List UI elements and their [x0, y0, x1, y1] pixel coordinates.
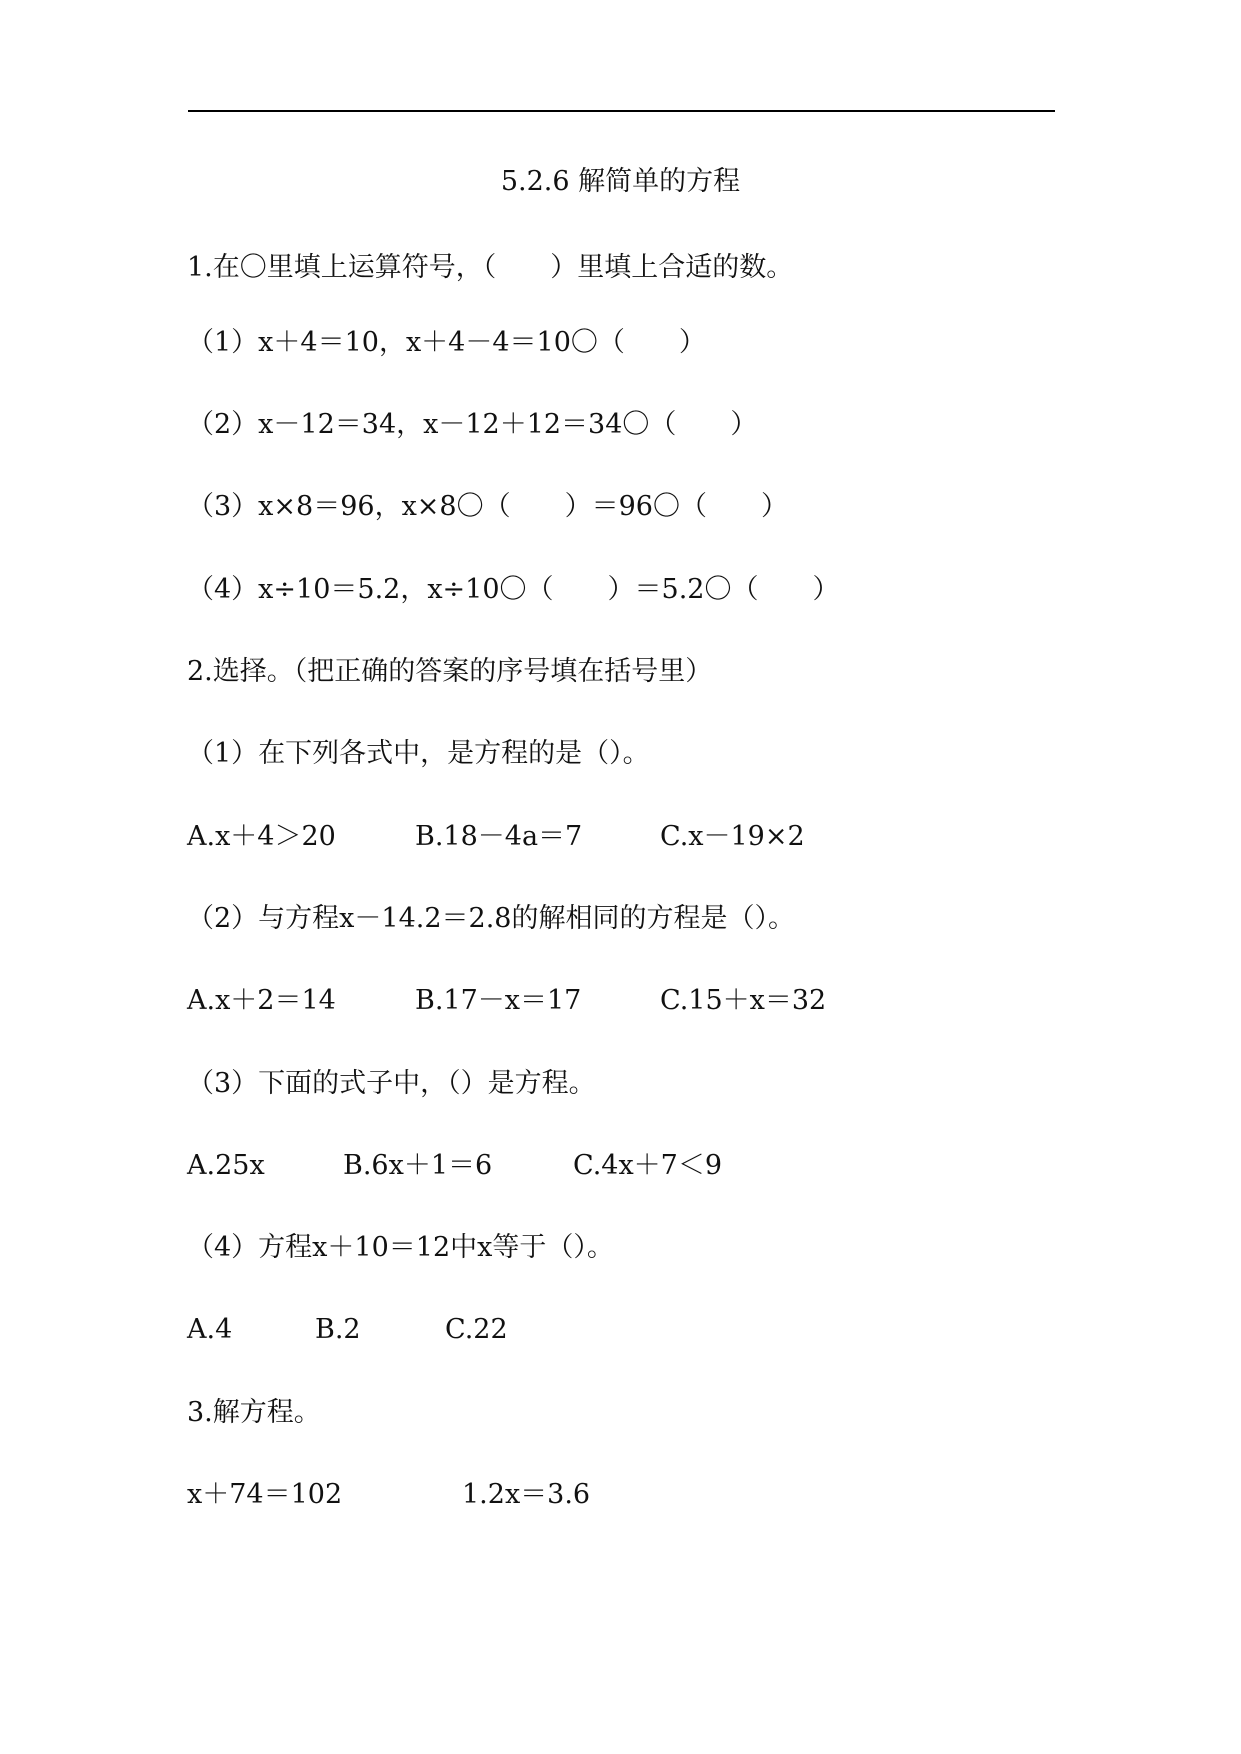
choice-1-option-a: A.x＋4＞20	[187, 821, 336, 852]
fill-item-4: （4）x÷10＝5.2，x÷10〇（ ）＝5.2〇（ ）	[187, 574, 840, 605]
choice-question-3: （3）下面的式子中，（）是方程。	[187, 1068, 596, 1099]
equation-1: x＋74＝102	[187, 1479, 343, 1510]
choice-1-option-b: B.18－4a＝7	[415, 821, 583, 852]
choice-2-option-b: B.17－x＝17	[415, 985, 582, 1016]
fill-item-1: （1）x＋4＝10，x＋4－4＝10〇（ ）	[187, 327, 706, 358]
choice-1-option-c: C.x－19×2	[660, 821, 805, 852]
equation-2: 1.2x＝3.6	[462, 1479, 591, 1510]
worksheet-title: 5.2.6 解简单的方程	[500, 166, 741, 197]
choice-3-option-a: A.25x	[187, 1150, 265, 1181]
fill-item-2: （2）x－12＝34，x－12＋12＝34〇（ ）	[187, 409, 758, 440]
header-rule	[188, 110, 1055, 112]
choice-question-2: （2）与方程x－14.2＝2.8的解相同的方程是（）。	[187, 903, 795, 934]
section-1-heading: 1.在〇里填上运算符号，（ ）里填上合适的数。	[187, 252, 794, 283]
choice-question-1: （1）在下列各式中，是方程的是（）。	[187, 738, 650, 769]
choice-2-option-a: A.x＋2＝14	[187, 985, 336, 1016]
choice-2-option-c: C.15＋x＝32	[660, 985, 827, 1016]
choice-3-option-c: C.4x＋7＜9	[573, 1150, 723, 1181]
choice-3-option-b: B.6x＋1＝6	[343, 1150, 493, 1181]
fill-item-3: （3）x×8＝96，x×8〇（ ）＝96〇（ ）	[187, 491, 788, 522]
choice-question-4: （4）方程x＋10＝12中x等于（）。	[187, 1232, 614, 1263]
choice-4-option-c: C.22	[445, 1314, 508, 1345]
section-2-heading: 2.选择。（把正确的答案的序号填在括号里）	[187, 656, 713, 687]
choice-4-option-b: B.2	[315, 1314, 361, 1345]
choice-4-option-a: A.4	[187, 1314, 233, 1345]
section-3-heading: 3.解方程。	[187, 1397, 321, 1428]
